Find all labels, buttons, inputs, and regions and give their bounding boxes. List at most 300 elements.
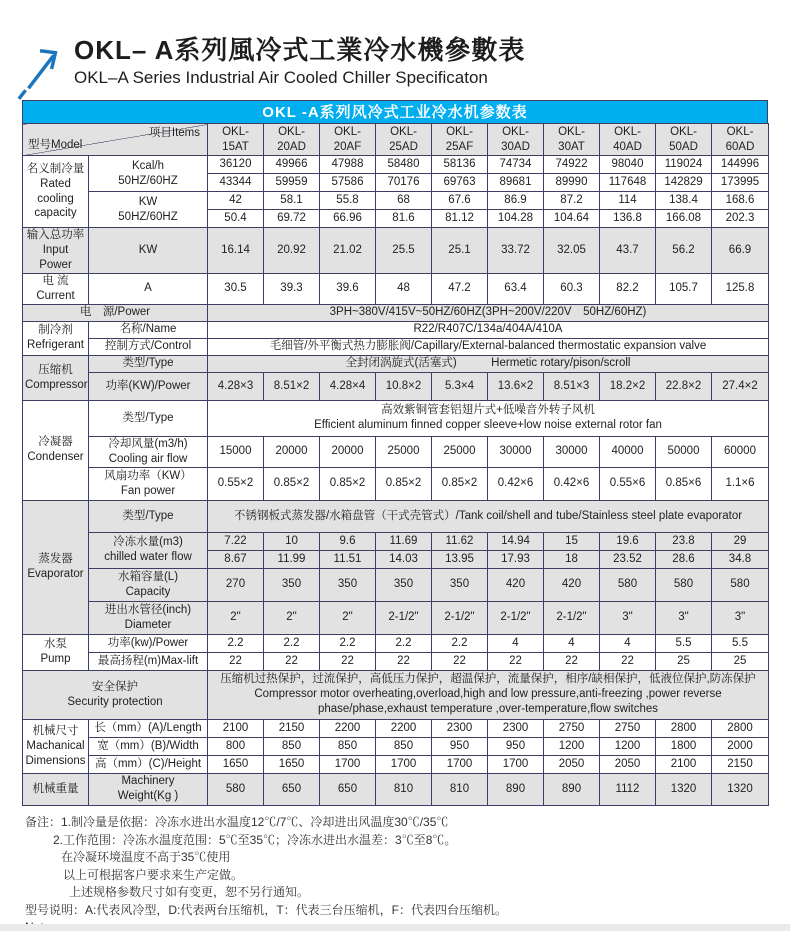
model-header (432, 124, 488, 156)
value-cell: 1700 (320, 755, 376, 773)
value-cell: 2.2 (264, 634, 320, 652)
value-cell: 5.5 (712, 634, 769, 652)
value-cell: 25.1 (432, 228, 488, 274)
value-cell: 850 (264, 737, 320, 755)
corner-header-cell (23, 124, 208, 156)
value-cell: 22.8×2 (656, 372, 712, 400)
value-cell: 850 (376, 737, 432, 755)
value-cell: 2" (320, 601, 376, 634)
value-cell: 2-1/2" (544, 601, 600, 634)
value-cell: 11.69 (376, 532, 432, 550)
value-cell: 34.8 (712, 550, 769, 568)
text-line: 类型/Type (122, 411, 174, 424)
value-cell: 5.3×4 (432, 372, 488, 400)
text-line: 50HZ/60HZ (118, 174, 178, 187)
value-cell: 350 (376, 568, 432, 601)
note-line-model-legend: 型号说明：A:代表风冷型，D:代表两台压缩机，T：代表三台压缩机，F：代表四台压缩机。 (25, 902, 508, 917)
model-prefix: OKL- (558, 125, 585, 138)
text-line: R22/R407C/134a/404A/410A (413, 323, 563, 336)
value-cell: 2050 (600, 755, 656, 773)
value-cell: 70176 (376, 174, 432, 192)
value-cell: 20000 (264, 436, 320, 467)
value-cell: 1200 (544, 737, 600, 755)
span-value-cell (208, 670, 769, 719)
value-cell: 22 (600, 652, 656, 670)
value-cell: 25000 (376, 436, 432, 467)
model-prefix: OKL- (222, 125, 249, 138)
model-header (656, 124, 712, 156)
value-cell: 166.08 (656, 210, 712, 228)
text-line: Compressor motor overheating,overload,high and low pressure,anti-freezing ,power reverse (254, 688, 722, 701)
note-line: 在冷凝环境温度不高于35℃使用 (61, 850, 231, 864)
page-bottom-strip (0, 924, 790, 931)
text-line: KW (138, 195, 158, 208)
text-line: Condenser (27, 451, 84, 464)
value-cell: 2200 (320, 719, 376, 737)
text-line: 电 源/Power (79, 306, 151, 319)
value-cell: 11.99 (264, 550, 320, 568)
value-cell: 0.85×2 (320, 467, 376, 500)
note-line: 备注：1.制冷量是依据：冷冻水进出水温度12℃/7℃、冷却进出风温度30℃/35℃ (25, 815, 449, 829)
model-header (208, 124, 264, 156)
value-cell: 2800 (712, 719, 769, 737)
span-value-cell (208, 400, 769, 436)
page-title-zh: OKL– A系列風冷式工業冷水機參數表 (74, 35, 526, 65)
value-cell: 18 (544, 550, 600, 568)
value-cell: 3" (656, 601, 712, 634)
section-label-condenser (23, 400, 89, 500)
text-line: 冷冻水量(m3) (113, 536, 183, 549)
model-prefix: OKL- (446, 125, 473, 138)
value-cell: 43344 (208, 174, 264, 192)
value-cell: 0.85×2 (264, 467, 320, 500)
value-cell: 2200 (376, 719, 432, 737)
model-header (488, 124, 544, 156)
text-line: 冷却风量(m3/h) (108, 437, 188, 450)
value-cell: 55.8 (320, 192, 376, 210)
value-cell: 0.85×2 (376, 467, 432, 500)
value-cell: 66.96 (320, 210, 376, 228)
text-line: 冷凝器 (38, 436, 73, 449)
value-cell: 40000 (600, 436, 656, 467)
section-label-refrigerant (23, 321, 89, 355)
spec-table-body (23, 124, 769, 806)
model-suffix: 20AF (333, 140, 362, 153)
text-line: Fan power (120, 484, 176, 497)
value-cell: 23.8 (656, 532, 712, 550)
model-header (320, 124, 376, 156)
span-value-cell (208, 304, 769, 321)
row-label (89, 273, 208, 304)
value-cell: 202.3 (712, 210, 769, 228)
text-line: chilled water flow (104, 551, 192, 564)
value-cell: 48 (376, 273, 432, 304)
value-cell: 50000 (656, 436, 712, 467)
value-cell: 2150 (264, 719, 320, 737)
text-line: 高效紫铜管套铝翅片式+低噪音外转子风机 (381, 404, 595, 417)
model-suffix: 25AF (445, 140, 474, 153)
value-cell: 22 (544, 652, 600, 670)
text-line: 名义制冷量 (26, 162, 85, 175)
value-cell: 173995 (712, 174, 769, 192)
value-cell: 25 (712, 652, 769, 670)
row-label (89, 338, 208, 355)
model-suffix: 20AD (277, 140, 306, 153)
text-line: 风扇功率（KW） (104, 469, 192, 482)
value-cell: 21.02 (320, 228, 376, 274)
value-cell: 104.28 (488, 210, 544, 228)
section-label-rated (23, 156, 89, 228)
text-line: 全封闭涡旋式(活塞式) Hermetic rotary/pison/scroll (345, 357, 631, 370)
value-cell: 1.1×6 (712, 467, 769, 500)
value-cell: 2750 (600, 719, 656, 737)
model-header (376, 124, 432, 156)
model-prefix: OKL- (502, 125, 529, 138)
value-cell: 36120 (208, 156, 264, 174)
text-line: 压缩机过热保护，过流保护，高低压力保护，超温保护，流量保护，相序/缺相保护，低液位保护,防冻保护 (220, 673, 756, 686)
value-cell: 650 (264, 773, 320, 805)
value-cell: 17.93 (488, 550, 544, 568)
text-line: 水箱容量(L) (117, 570, 179, 583)
value-cell: 60000 (712, 436, 769, 467)
row-label (89, 634, 208, 652)
value-cell: 810 (376, 773, 432, 805)
value-cell: 22 (320, 652, 376, 670)
text-line: 进出水管径(inch) (104, 603, 192, 616)
value-cell: 14.03 (376, 550, 432, 568)
value-cell: 4 (600, 634, 656, 652)
value-cell: 4 (488, 634, 544, 652)
value-cell: 2-1/2" (376, 601, 432, 634)
value-cell: 11.62 (432, 532, 488, 550)
value-cell: 14.94 (488, 532, 544, 550)
value-cell: 13.95 (432, 550, 488, 568)
value-cell: 2750 (544, 719, 600, 737)
row-label (89, 755, 208, 773)
value-cell: 8.67 (208, 550, 264, 568)
value-cell: 104.64 (544, 210, 600, 228)
value-cell: 2100 (208, 719, 264, 737)
value-cell: 0.42×6 (544, 467, 600, 500)
table-banner: OKL -A系列风冷式工业冷水机参数表 (22, 100, 768, 124)
text-line: Rated (40, 177, 71, 190)
value-cell: 142829 (656, 174, 712, 192)
text-line: 控制方式/Control (104, 340, 192, 353)
model-suffix: 30AT (558, 140, 585, 153)
value-cell: 350 (432, 568, 488, 601)
text-line: Input Power (39, 243, 72, 271)
value-cell: 22 (376, 652, 432, 670)
row-label (89, 355, 208, 372)
text-line: 电 流 (42, 274, 69, 287)
value-cell: 19.6 (600, 532, 656, 550)
value-cell: 4.28×3 (208, 372, 264, 400)
text-line: Efficient aluminum finned copper sleeve+low noise external rotor fan (314, 419, 662, 432)
row-label (89, 601, 208, 634)
model-prefix: OKL- (670, 125, 697, 138)
value-cell: 22 (432, 652, 488, 670)
value-cell: 30000 (544, 436, 600, 467)
text-line: 类型/Type (122, 509, 174, 522)
value-cell: 1800 (656, 737, 712, 755)
text-line: 机械重量 (32, 782, 79, 795)
value-cell: 2-1/2" (488, 601, 544, 634)
row-label (89, 467, 208, 500)
value-cell: 2800 (656, 719, 712, 737)
value-cell: 2-1/2" (432, 601, 488, 634)
value-cell: 2300 (488, 719, 544, 737)
model-prefix: OKL- (614, 125, 641, 138)
value-cell: 27.4×2 (712, 372, 769, 400)
value-cell: 0.55×6 (600, 467, 656, 500)
text-line: 类型/Type (122, 357, 174, 370)
value-cell: 49966 (264, 156, 320, 174)
value-cell: 69763 (432, 174, 488, 192)
value-cell: 18.2×2 (600, 372, 656, 400)
value-cell: 59959 (264, 174, 320, 192)
row-label (89, 400, 208, 436)
value-cell: 168.6 (712, 192, 769, 210)
page-title-en: OKL–A Series Industrial Air Cooled Chiller Specificaton (74, 67, 488, 87)
value-cell: 2300 (432, 719, 488, 737)
text-line: 50HZ/60HZ (118, 210, 178, 223)
value-cell: 580 (208, 773, 264, 805)
value-cell: 2.2 (320, 634, 376, 652)
model-suffix: 40AD (613, 140, 642, 153)
text-line: cooling (37, 192, 74, 205)
value-cell: 4.28×4 (320, 372, 376, 400)
text-line: 机械尺寸 (32, 724, 79, 737)
value-cell: 8.51×2 (264, 372, 320, 400)
value-cell: 13.6×2 (488, 372, 544, 400)
row-label (89, 321, 208, 338)
arrow-up-right-icon (16, 40, 66, 100)
text-line: Kcal/h (132, 159, 164, 172)
text-line: 蒸发器 (38, 553, 73, 566)
model-header (264, 124, 320, 156)
text-line: Machanical (26, 739, 85, 752)
value-cell: 74734 (488, 156, 544, 174)
value-cell: 0.85×6 (656, 467, 712, 500)
value-cell: 1112 (600, 773, 656, 805)
span-value-cell (208, 355, 769, 372)
value-cell: 58480 (376, 156, 432, 174)
value-cell: 890 (488, 773, 544, 805)
text-line: Dimensions (25, 754, 86, 767)
text-line: Pump (40, 653, 71, 666)
value-cell: 81.6 (376, 210, 432, 228)
text-line: 压缩机 (38, 363, 73, 376)
value-cell: 1700 (376, 755, 432, 773)
value-cell: 350 (320, 568, 376, 601)
row-label (89, 192, 208, 228)
row-label (89, 228, 208, 274)
value-cell: 23.52 (600, 550, 656, 568)
text-line: 功率(KW)/Power (105, 379, 191, 392)
text-line: Machinery (121, 775, 175, 788)
row-label (89, 568, 208, 601)
value-cell: 2.2 (208, 634, 264, 652)
text-line: 毛细管/外平衡式热力膨胀阀/Capillary/External-balanced thermostatic expansion valve (269, 340, 707, 353)
value-cell: 810 (432, 773, 488, 805)
value-cell: 11.51 (320, 550, 376, 568)
span-value-cell (208, 338, 769, 355)
span-value-cell (208, 500, 769, 532)
value-cell: 119024 (656, 156, 712, 174)
text-line: 3PH~380V/415V~50HZ/60HZ(3PH~200V/220V 50HZ/60HZ) (329, 306, 647, 319)
value-cell: 2" (208, 601, 264, 634)
value-cell: 0.55×2 (208, 467, 264, 500)
text-line: phase/phase,exhaust temperature ,over-temperature,flow switches (317, 703, 659, 716)
value-cell: 4 (544, 634, 600, 652)
value-cell: 15 (544, 532, 600, 550)
value-cell: 125.8 (712, 273, 769, 304)
text-line: 制冷剂 (38, 324, 73, 337)
model-suffix: 50AD (669, 140, 698, 153)
text-line: capacity (34, 207, 77, 220)
section-label-current (23, 273, 89, 304)
value-cell: 25 (656, 652, 712, 670)
text-line: 长（mm）(A)/Length (94, 721, 202, 734)
value-cell: 58136 (432, 156, 488, 174)
value-cell: 1650 (264, 755, 320, 773)
text-line: 最高扬程(m)Max-lift (97, 654, 199, 667)
value-cell: 63.4 (488, 273, 544, 304)
text-line: KW (138, 243, 158, 256)
value-cell: 2050 (544, 755, 600, 773)
text-line: Cooling air flow (108, 452, 188, 465)
text-line: Security protection (67, 695, 163, 708)
text-line: Evaporator (27, 568, 84, 581)
value-cell: 30000 (488, 436, 544, 467)
value-cell: 1700 (488, 755, 544, 773)
value-cell: 1320 (656, 773, 712, 805)
note-line: 上述规格参数尺寸如有变更，恕不另行通知。 (69, 885, 310, 899)
value-cell: 105.7 (656, 273, 712, 304)
text-line: 名称/Name (119, 323, 177, 336)
section-label-weight (23, 773, 89, 805)
value-cell: 2.2 (376, 634, 432, 652)
value-cell: 22 (208, 652, 264, 670)
span-value-cell (208, 321, 769, 338)
value-cell: 1320 (712, 773, 769, 805)
value-cell: 16.14 (208, 228, 264, 274)
value-cell: 890 (544, 773, 600, 805)
value-cell: 580 (600, 568, 656, 601)
model-header (600, 124, 656, 156)
value-cell: 7.22 (208, 532, 264, 550)
value-cell: 117648 (600, 174, 656, 192)
model-prefix: OKL- (390, 125, 417, 138)
value-cell: 420 (488, 568, 544, 601)
model-suffix: 25AD (389, 140, 418, 153)
model-prefix: OKL- (278, 125, 305, 138)
value-cell: 66.9 (712, 228, 769, 274)
value-cell: 2000 (712, 737, 769, 755)
value-cell: 650 (320, 773, 376, 805)
value-cell: 47.2 (432, 273, 488, 304)
corner-model-label: 型号Model (28, 139, 83, 152)
model-suffix: 30AD (501, 140, 530, 153)
value-cell: 2100 (656, 755, 712, 773)
row-label (89, 652, 208, 670)
value-cell: 25000 (432, 436, 488, 467)
value-cell: 950 (488, 737, 544, 755)
text-line: 安全保护 (92, 680, 138, 693)
value-cell: 1650 (208, 755, 264, 773)
value-cell: 47988 (320, 156, 376, 174)
text-line: 输入总功率 (26, 229, 85, 241)
text-line: 宽（mm）(B)/Width (97, 739, 199, 752)
value-cell: 9.6 (320, 532, 376, 550)
row-label (89, 737, 208, 755)
value-cell: 10.8×2 (376, 372, 432, 400)
text-line: 水泵 (44, 638, 67, 651)
section-label-evaporator (23, 500, 89, 634)
value-cell: 57586 (320, 174, 376, 192)
value-cell: 22 (264, 652, 320, 670)
text-line: 不锈钢板式蒸发器/水箱盘管（干式壳管式）/Tank coil/shell and tube/Stainless steel plate evaporator (233, 509, 743, 522)
row-label (89, 532, 208, 568)
value-cell: 32.05 (544, 228, 600, 274)
value-cell: 89681 (488, 174, 544, 192)
value-cell: 5.5 (656, 634, 712, 652)
row-label (89, 436, 208, 467)
model-header (712, 124, 769, 156)
value-cell: 58.1 (264, 192, 320, 210)
value-cell: 0.42×6 (488, 467, 544, 500)
model-suffix: 15AT (222, 140, 249, 153)
value-cell: 270 (208, 568, 264, 601)
text-line: Weight(Kg ) (117, 790, 179, 803)
value-cell: 28.6 (656, 550, 712, 568)
value-cell: 136.8 (600, 210, 656, 228)
value-cell: 950 (432, 737, 488, 755)
value-cell: 74922 (544, 156, 600, 174)
value-cell: 68 (376, 192, 432, 210)
document-header (16, 34, 525, 100)
value-cell: 3" (600, 601, 656, 634)
value-cell: 2150 (712, 755, 769, 773)
value-cell: 33.72 (488, 228, 544, 274)
text-line: Compressor (25, 378, 88, 391)
value-cell: 29 (712, 532, 769, 550)
value-cell: 580 (656, 568, 712, 601)
value-cell: 67.6 (432, 192, 488, 210)
row-label (89, 773, 208, 805)
text-line: Capacity (125, 585, 171, 598)
model-prefix: OKL- (334, 125, 361, 138)
value-cell: 1200 (600, 737, 656, 755)
row-label (89, 372, 208, 400)
text-line: 功率(kw)/Power (107, 636, 189, 649)
model-header (544, 124, 600, 156)
value-cell: 25.5 (376, 228, 432, 274)
value-cell: 69.72 (264, 210, 320, 228)
text-line: Diameter (124, 618, 172, 631)
section-label-dimensions (23, 719, 89, 773)
value-cell: 8.51×3 (544, 372, 600, 400)
text-line: A (144, 282, 152, 295)
note-line: 2.工作范围：冷冻水温度范围：5℃至35℃；冷冻水进出水温差：3℃至8℃。 (53, 832, 457, 847)
model-prefix: OKL- (726, 125, 754, 138)
value-cell: 138.4 (656, 192, 712, 210)
section-label-compressor (23, 355, 89, 400)
value-cell: 60.3 (544, 273, 600, 304)
value-cell: 144996 (712, 156, 769, 174)
value-cell: 350 (264, 568, 320, 601)
value-cell: 89990 (544, 174, 600, 192)
